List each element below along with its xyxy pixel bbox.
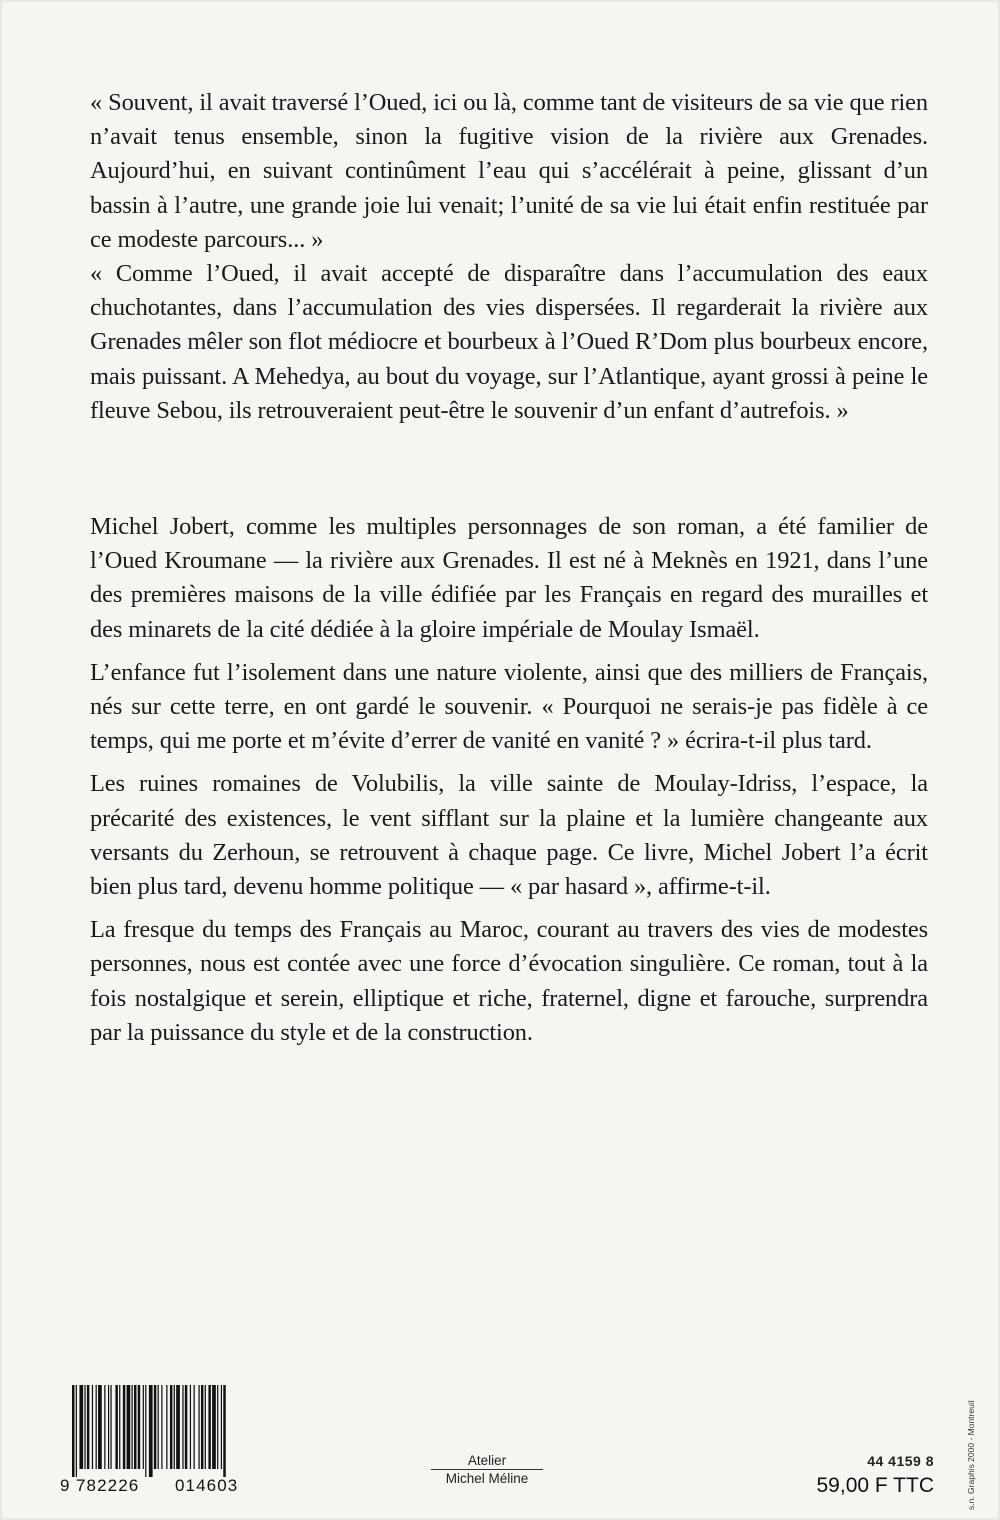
barcode-bar (96, 1385, 97, 1469)
barcode-bar (98, 1385, 102, 1469)
barcode-bar (185, 1385, 187, 1469)
barcode-bar (145, 1385, 146, 1477)
barcode-bar (110, 1385, 111, 1469)
quote-paragraph: « Comme l’Oued, il avait accepté de disparaître dans l’accumulation des eaux chuchotantes, dans l’accumulation des vies dispersées. Il regarderait la rivière aux Grenades mêler son flot médiocre et bourbeux à l’Oued R’Dom plus bourbeux encore, mais puissant. A Mehedya, au bout du voyage, sur l’Atlantique, ayant grossi à peine le fleuve Sebou, ils retrouveraient peut-être le souvenir d’un enfant d’autrefois. » (90, 260, 928, 424)
barcode-bar (212, 1385, 216, 1469)
bio-paragraph: La fresque du temps des Français au Maroc, courant au travers des vies de modestes personnes, nous est contée avec une force d’évocation singulière. Ce roman, tout à la fois nostalgique et serein, elliptique et riche, fraternel, digne et farouche, surprendra par la puissance du style et de la construction. (90, 916, 928, 1046)
isbn-first-digit: 9 (60, 1476, 71, 1495)
bio-paragraph: Les ruines romaines de Volubilis, la ville sainte de Moulay-Idriss, l’espace, la précarité des existences, le vent sifflant sur la plaine et la lumière changeante aux versants du Zerhoun, se retrouvent à chaque page. Ce livre, Michel Jobert l’a écrit bien plus tard, devenu homme politique — « par hasard », affirme-t-il. (90, 770, 928, 901)
barcode-bar (76, 1385, 77, 1477)
publisher-logo (412, 1454, 562, 1487)
author-biography (90, 510, 928, 1059)
publisher-line2: Michel Méline (445, 1471, 529, 1486)
barcode-bar (198, 1385, 199, 1469)
barcode-bar (84, 1385, 85, 1469)
barcode-bar (92, 1385, 93, 1469)
barcode-bar (158, 1385, 159, 1469)
barcode-bar (166, 1385, 167, 1469)
barcode-bar (119, 1385, 120, 1469)
barcode-bar (138, 1385, 140, 1469)
barcode-bar (223, 1385, 225, 1477)
barcode-bar (174, 1385, 175, 1469)
isbn-barcode (60, 1385, 260, 1503)
bio-paragraph: L’enfance fut l’isolement dans une nature violente, ainsi que des milliers de Français, nés sur cette terre, en ont gardé le souvenir. « Pourquoi ne serais-je pas fidèle à ce temps, qui me porte et m’évite d’errer de vanité en vanité ? » écrira-t-il plus tard. (90, 658, 928, 755)
barcode-bar (176, 1385, 180, 1469)
barcode-bar (115, 1385, 117, 1469)
barcode-bar (132, 1385, 133, 1469)
barcode-bar (194, 1385, 195, 1469)
barcode-bar (182, 1385, 183, 1469)
barcode-bar (108, 1385, 109, 1469)
barcode-bar (205, 1385, 206, 1469)
price: 59,00 F TTC (816, 1474, 934, 1497)
barcode-bars (60, 1385, 260, 1477)
barcode-bar (143, 1385, 144, 1469)
barcode-bar (127, 1385, 131, 1469)
barcode-bar (79, 1385, 83, 1469)
barcode-bar (217, 1385, 218, 1469)
barcode-bar (87, 1385, 89, 1469)
imprint-text: s.n. Graphis 2000 - Montreuil (966, 1400, 976, 1510)
barcode-bar (221, 1385, 222, 1469)
barcode-bar (72, 1385, 74, 1477)
excerpt-quotes (90, 86, 928, 428)
barcode-bar (208, 1385, 210, 1469)
barcode-bar (201, 1385, 203, 1469)
bio-paragraph: Michel Jobert, comme les multiples personnages de son roman, a été familier de l’Oued Kroumane — la rivière aux Grenades. Il est né à Meknès en 1921, dans l’une des premières maisons de la ville édifiée par les Français en regard des murailles et des minarets de la cité dédiée à la gloire impériale de Moulay Ismaël. (90, 513, 928, 643)
barcode-bar (161, 1385, 162, 1469)
barcode-bar (190, 1385, 191, 1469)
barcode-bar (154, 1385, 156, 1469)
quote-paragraph: « Souvent, il avait traversé l’Oued, ici ou là, comme tant de visiteurs de sa vie que rien n’avait tenus ensemble, sinon la fugitive vision de la rivière aux Grenades. Aujourd’hui, en suivant continûment l’eau qui s’accélérait à peine, glissant d’un bassin à l’autre, une grande joie lui venait; l’unité de sa vie lui était enfin restituée par ce modeste parcours... » (90, 89, 928, 253)
barcode-bar (170, 1385, 172, 1469)
isbn-right-group: 014603 (175, 1476, 239, 1495)
barcode-bar (123, 1385, 125, 1469)
publisher-line1: Atelier (467, 1453, 507, 1468)
barcode-bar (149, 1385, 153, 1477)
isbn-left-group: 782226 (76, 1476, 140, 1495)
printer-imprint (966, 1390, 978, 1510)
publisher-rule (431, 1469, 543, 1470)
barcode-bar (104, 1385, 105, 1469)
price-code: 44 4159 8 (867, 1453, 934, 1469)
barcode-bar (134, 1385, 136, 1469)
